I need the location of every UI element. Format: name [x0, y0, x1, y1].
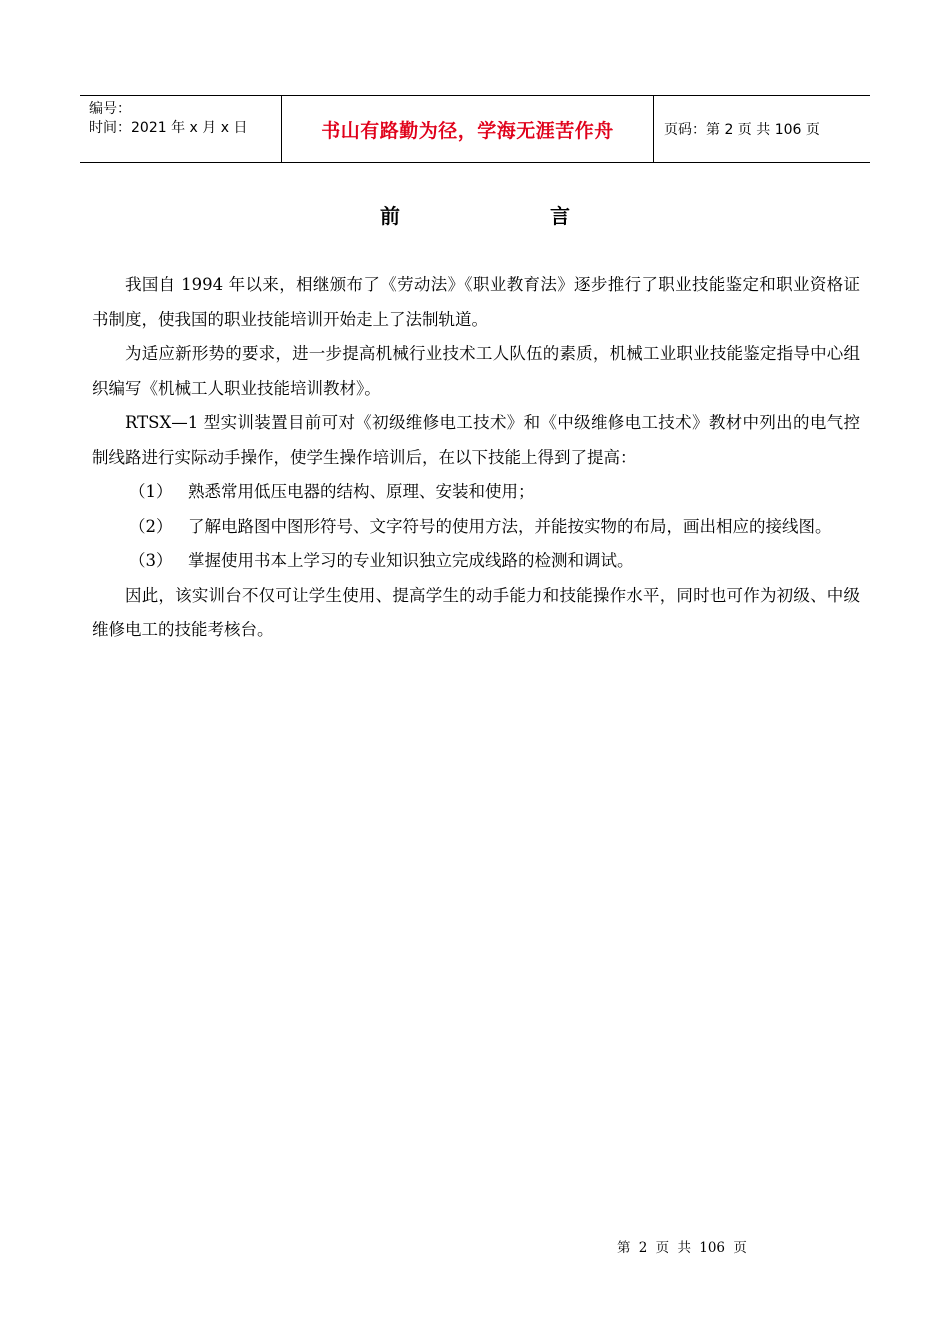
page-title: 前言 — [380, 204, 720, 228]
page-footer: 第 2 页 共 106 页 — [617, 1240, 747, 1256]
list-item — [92, 475, 860, 510]
list-item-number: （2） — [129, 516, 173, 536]
header-motto: 书山有路勤为径，学海无涯苦作舟 — [282, 96, 654, 162]
list-item-text: 熟悉常用低压电器的结构、原理、安装和使用； — [188, 482, 535, 501]
list-item — [92, 544, 860, 579]
list-item-number: （3） — [129, 551, 173, 570]
date-label: 时间：2021 年 x 月 x 日 — [89, 120, 248, 136]
paragraph: 我国自 1994 年以来，相继颁布了《劳动法》《职业教育法》逐步推行了职业技能鉴定和职业资格证书制度，使我国的职业技能培训开始走上了法制轨道。 — [92, 275, 860, 329]
header-meta-cell — [80, 96, 282, 162]
list-item-number: （1） — [129, 482, 173, 501]
paragraph: 为适应新形势的要求，进一步提高机械行业技术工人队伍的素质，机械工业职业技能鉴定指导中心组织编写《机械工人职业技能培训教材》。 — [92, 344, 860, 398]
closing-paragraph: 因此，该实训台不仅可让学生使用、提高学生的动手能力和技能操作水平，同时也可作为初级、中级维修电工的技能考核台。 — [92, 585, 860, 639]
header-page-label: 页码：第 2 页 共 106 页 — [664, 122, 820, 138]
list-item-text: 了解电路图中图形符号、文字符号的使用方法，并能按实物的布局，画出相应的接线图。 — [188, 516, 832, 536]
code-label: 编号： — [89, 101, 131, 117]
document-header — [80, 95, 870, 163]
list-item-text: 掌握使用书本上学习的专业知识独立完成线路的检测和调试。 — [188, 551, 634, 570]
document-body — [92, 268, 860, 648]
list-item — [92, 510, 860, 545]
paragraph: RTSX—1 型实训装置目前可对《初级维修电工技术》和《中级维修电工技术》教材中列出的电气控制线路进行实际动手操作，使学生操作培训后，在以下技能上得到了提高： — [92, 413, 860, 467]
